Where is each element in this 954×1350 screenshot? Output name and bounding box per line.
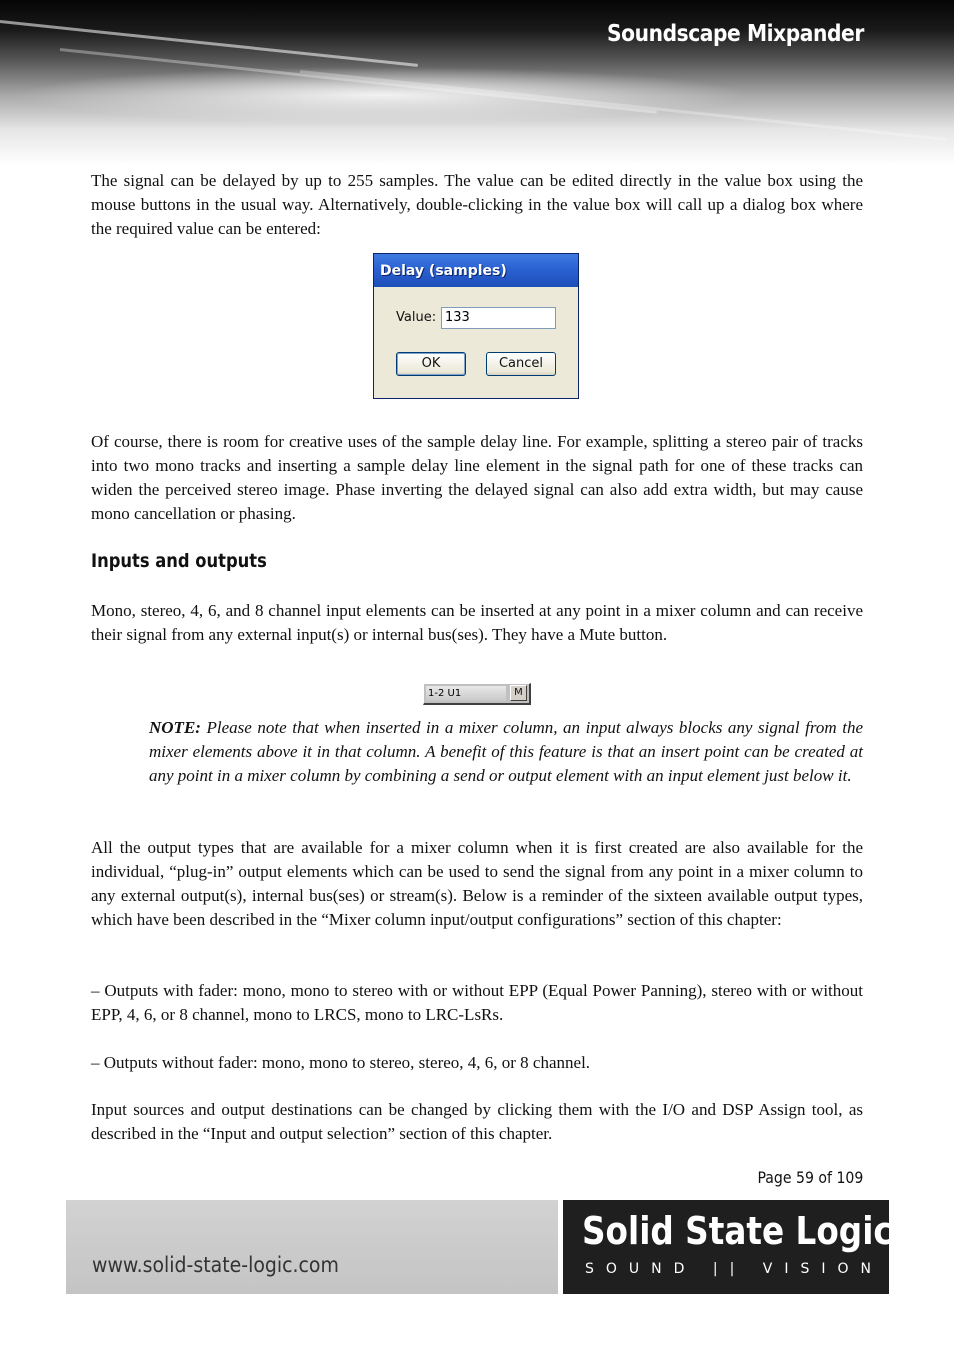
note-label: NOTE:	[149, 718, 201, 737]
paragraph-outputs-with-fader: – Outputs with fader: mono, mono to stereo with or without EPP (Equal Power Panning), stereo with or without EPP, 4, 6, or 8 channel, mono to LRCS, mono to LRC-LsRs.	[91, 981, 863, 1024]
value-input[interactable]: 133	[441, 307, 556, 329]
cancel-button[interactable]: Cancel	[486, 352, 556, 376]
paragraph-input-elements: Mono, stereo, 4, 6, and 8 channel input elements can be inserted at any point in a mixer column and can receive their signal from any external input(s) or internal bus(ses). They have a Mute button.	[91, 601, 863, 644]
section-heading: Inputs and outputs	[91, 550, 267, 572]
header-streak	[300, 70, 947, 141]
footer-url-panel	[66, 1200, 558, 1294]
brand-logo	[563, 1200, 893, 1294]
paragraph-io-assign: Input sources and output destinations can be changed by clicking them with the I/O and DSP Assign tool, as described in the “Input and output selection” section of this chapter.	[91, 1100, 863, 1143]
header-streak	[0, 20, 418, 67]
note-text: Please note that when inserted in a mixer column, an input always blocks any signal from the mixer elements above it in that column. A benefit of this feature is that an insert point can be created at any point in a mixer column by combining a send or output element with an input element just below it.	[149, 718, 863, 785]
brand-tagline: SOUND || VISION	[585, 1261, 883, 1277]
input-element-widget[interactable]	[423, 683, 531, 705]
paragraph-output-types: All the output types that are available for a mixer column when it is first created are also available for the individual, “plug-in” output elements which can be used to send the signal from any point in a mixer column to any external output(s), internal bus(ses) or stream(s). Below is a reminder of the sixteen available output types, which have been described in the “Mixer column input/output configurations” section of this chapter:	[91, 838, 863, 929]
dialog-title: Delay (samples)	[380, 262, 507, 279]
paragraph-outputs-without-fader: – Outputs without fader: mono, mono to stereo, stereo, 4, 6, or 8 channel.	[91, 1053, 591, 1072]
document-title: Soundscape Mixpander	[607, 21, 864, 47]
brand-name: Solid State Logic	[582, 1209, 893, 1253]
footer-url[interactable]: www.solid-state-logic.com	[92, 1253, 339, 1277]
value-label: Value:	[396, 310, 437, 325]
page-header	[0, 0, 954, 165]
dialog-titlebar[interactable]	[374, 254, 578, 287]
paragraph-delay-intro: The signal can be delayed by up to 255 samples. The value can be edited directly in the value box using the mouse buttons in the usual way. Alternatively, double-clicking in the value box will call up a dialog box where the required value can be entered:	[91, 171, 863, 238]
paragraph-creative-uses: Of course, there is room for creative uses of the sample delay line. For example, splitting a stereo pair of tracks into two mono tracks and inserting a sample delay line element in the signal path for one of these tracks can widen the perceived stereo image. Phase inverting the delayed signal can also add extra width, but may cause mono cancellation or phasing.	[91, 432, 863, 523]
mute-button[interactable]: M	[510, 685, 527, 701]
input-element-label[interactable]: 1-2 U1	[426, 686, 506, 701]
ok-button[interactable]: OK	[396, 352, 466, 376]
note-block	[149, 716, 863, 788]
delay-dialog	[373, 253, 579, 399]
page-number: Page 59 of 109	[757, 1168, 863, 1187]
